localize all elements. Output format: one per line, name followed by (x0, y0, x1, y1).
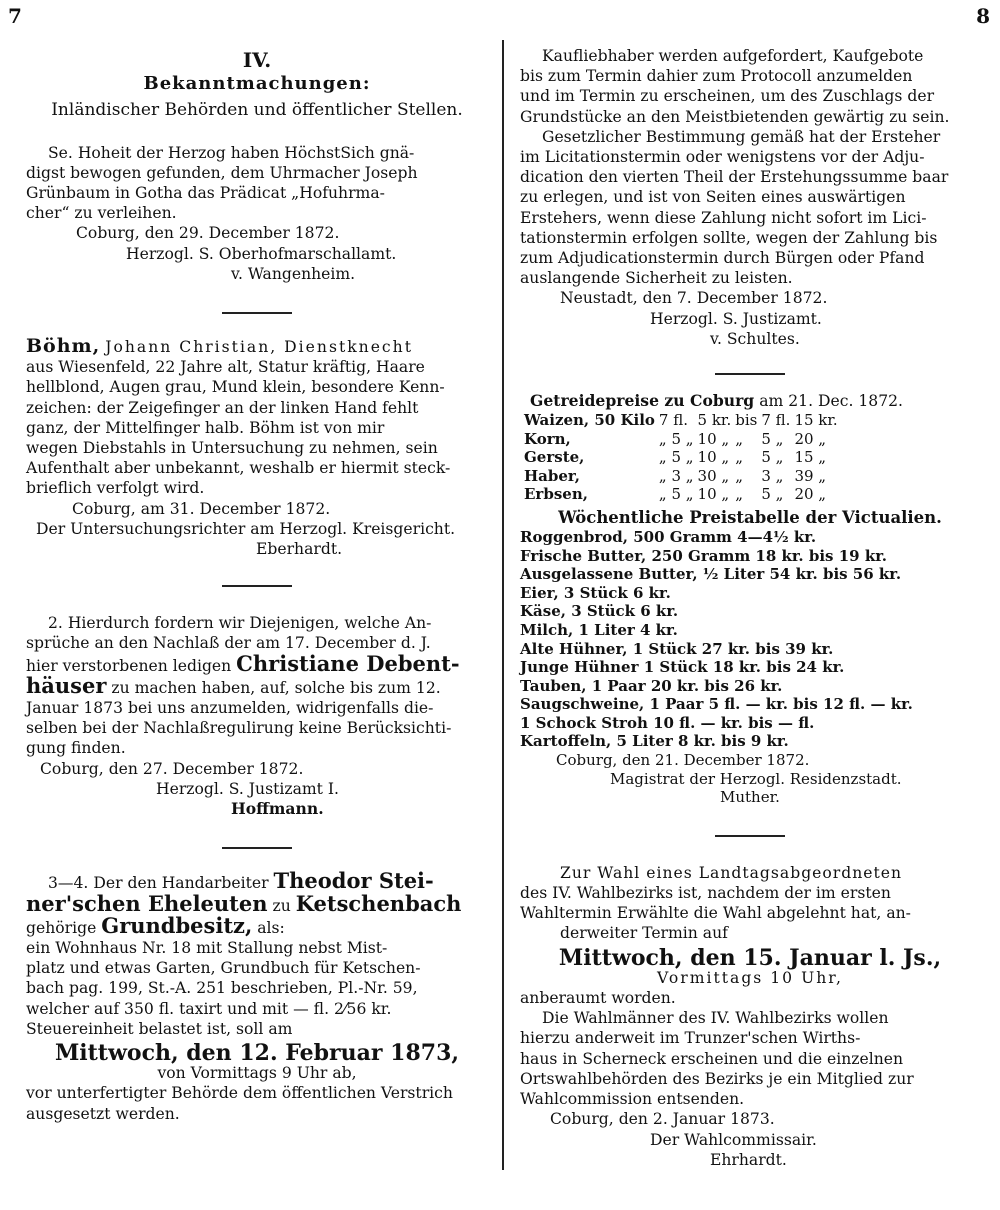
text-line: brieflich verfolgt wird. (26, 479, 205, 498)
list-item: Ausgelassene Butter, ½ Liter 54 kr. bis 56 kr. (520, 565, 902, 584)
deceased-name: Christiane Debent- (236, 650, 460, 676)
list-item: Saugschweine, 1 Paar 5 fl. — kr. bis 12 fl. — kr. (520, 695, 913, 714)
table-cell: bis (735, 411, 758, 430)
text-line: Vormittags 10 Uhr, (657, 968, 843, 987)
table-cell: 20 „ (794, 429, 827, 448)
table-cell: „ (735, 448, 744, 467)
signer: v. Wangenheim. (231, 264, 356, 283)
place-name: Ketschenbach (295, 890, 462, 916)
grain-label: Erbsen, (524, 485, 588, 504)
text-line: Johann Christian, Dienstknecht (105, 338, 413, 357)
victuals-title: Wöchentliche Preistabelle der Victualien. (558, 507, 942, 527)
text-line: zeichen: der Zeigefinger an der linken Hand fehlt (26, 398, 419, 417)
text-line: hier verstorbenen ledigen (26, 656, 232, 675)
notice-steckbrief (26, 336, 488, 559)
text-line: derweiter Termin auf (560, 924, 728, 943)
right-column (520, 0, 980, 1170)
table-row (524, 467, 842, 486)
text-line: Zur Wahl eines Landtagsabgeordneten (560, 863, 903, 882)
table-cell: 7 fl. (761, 411, 791, 430)
table-row (524, 448, 842, 467)
office-line: Herzogl. S. Oberhofmarschallamt. (126, 244, 397, 263)
place-date: Coburg, den 21. December 1872. (556, 751, 810, 770)
list-item: Milch, 1 Liter 4 kr. (520, 620, 678, 639)
office-line: Der Untersuchungsrichter am Herzogl. Kreisgericht. (36, 519, 456, 538)
wanted-name: Böhm, (26, 335, 101, 358)
text-line: ausgesetzt werden. (26, 1104, 180, 1123)
table-row (524, 411, 842, 430)
table-cell: 30 „ (697, 466, 730, 485)
separator-rule (222, 847, 292, 849)
table-cell: „ 3 „ (658, 466, 694, 485)
deceased-name-cont: häuser (26, 672, 107, 698)
signer: Ehrhardt. (710, 1150, 787, 1169)
separator-rule (222, 585, 292, 587)
grain-date: am 21. Dec. 1872. (759, 392, 904, 411)
text-line: Erstehers, wenn diese Zahlung nicht sofort im Lici- (520, 208, 927, 227)
table-row (524, 485, 842, 504)
text-line: anberaumt worden. (520, 989, 676, 1008)
text-line: Grünbaum in Gotha das Prädicat „Hofuhrma- (26, 184, 385, 203)
page-number-left: 7 (8, 4, 22, 28)
text-line: tationstermin erfolgen sollte, wegen der Zahlung bis (520, 228, 938, 247)
table-cell: 10 „ (697, 485, 730, 504)
text-line: gung finden. (26, 739, 126, 758)
text-line: Kaufliebhaber werden aufgefordert, Kaufgebote (542, 47, 924, 65)
text-line: Die Wahlmänner des IV. Wahlbezirks wollen (542, 1009, 889, 1028)
notice-versteigerung-cont (520, 46, 980, 349)
notice-nachlass (26, 613, 488, 819)
text-line: des IV. Wahlbezirks ist, nachdem der im ersten (520, 884, 891, 903)
list-item: Kartoffeln, 5 Liter 8 kr. bis 9 kr. (520, 732, 789, 751)
place-date: Coburg, am 31. December 1872. (72, 499, 331, 518)
text-line: zu (272, 896, 291, 915)
text-line: gehörige (26, 918, 97, 937)
list-item: Alte Hühner, 1 Stück 27 kr. bis 39 kr. (520, 639, 834, 658)
text-line: haus in Scherneck erscheinen und die einzelnen (520, 1049, 904, 1068)
table-cell: 39 „ (794, 466, 827, 485)
grain-label: Korn, (524, 429, 571, 448)
section-number: IV. (242, 48, 272, 72)
text-line: Wahltermin Erwählte die Wahl abgelehnt hat, an- (520, 904, 911, 923)
text-line: platz und etwas Garten, Grundbuch für Ketschen- (26, 959, 421, 978)
list-item: Junge Hühner 1 Stück 18 kr. bis 24 kr. (520, 658, 845, 677)
separator-rule (715, 373, 785, 375)
office-line: Der Wahlcommissair. (650, 1130, 817, 1149)
separator-rule (715, 835, 785, 837)
table-cell: 7 fl. (658, 411, 688, 430)
grain-prices (520, 391, 980, 504)
text-line: im Licitationstermin oder wenigstens vor der Adju- (520, 148, 925, 167)
table-cell: „ (735, 429, 744, 448)
list-item: Roggenbrod, 500 Gramm 4—4½ kr. (520, 527, 817, 546)
table-cell: „ 5 „ (658, 429, 694, 448)
text-line: ein Wohnhaus Nr. 18 mit Stallung nebst Mist- (26, 938, 388, 957)
list-item: Eier, 3 Stück 6 kr. (520, 583, 671, 602)
place-date: Coburg, den 2. Januar 1873. (550, 1110, 775, 1129)
text-line: Se. Hoheit der Herzog haben HöchstSich gnä- (48, 143, 415, 162)
table-cell: „ (735, 485, 744, 504)
text-line: Aufenthalt aber unbekannt, weshalb er hiermit steck- (26, 459, 451, 478)
list-item: Frische Butter, 250 Gramm 18 kr. bis 19 kr. (520, 546, 887, 565)
list-item: 1 Schock Stroh 10 fl. — kr. bis — fl. (520, 713, 815, 732)
table-cell: 3 „ (761, 466, 784, 485)
text-line: ganz, der Mittelfinger halb. Böhm ist von mir (26, 418, 385, 437)
text-line: Ortswahlbehörden des Bezirks je ein Mitglied zur (520, 1069, 914, 1088)
text-line: Steuereinheit belastet ist, soll am (26, 1019, 293, 1038)
table-cell: „ (735, 466, 744, 485)
text-line: bis zum Termin dahier zum Protocoll anzumelden (520, 67, 913, 86)
victuals-prices (520, 508, 980, 807)
text-line: zum Adjudicationstermin durch Bürgen oder Pfand (520, 249, 925, 268)
text-line: 2. Hierdurch fordern wir Diejenigen, welche An- (48, 614, 432, 633)
signer: v. Schultes. (710, 329, 800, 348)
text-line: bach pag. 199, St.-A. 251 beschrieben, Pl.-Nr. 59, (26, 979, 418, 998)
table-cell: 10 „ (697, 448, 730, 467)
page-number-right: 8 (976, 4, 990, 28)
table-row (524, 430, 842, 449)
grain-table (524, 411, 842, 504)
table-cell: 10 „ (697, 429, 730, 448)
text-line: zu erlegen, und ist von Seiten eines auswärtigen (520, 188, 906, 207)
grain-label: Haber, (524, 466, 580, 485)
text-line: zu machen haben, auf, solche bis zum 12. (111, 678, 441, 697)
text-line: und im Termin zu erscheinen, um des Zuschlags der (520, 87, 935, 106)
office-line: Magistrat der Herzogl. Residenzstadt. (610, 769, 902, 788)
list-item: Tauben, 1 Paar 20 kr. bis 26 kr. (520, 676, 783, 695)
notice-hofuhrmacher (26, 143, 488, 284)
text-line: Grundstücke an den Meistbietenden gewärtig zu sein. (520, 107, 950, 126)
signer: Hoffmann. (231, 799, 324, 819)
grain-title: Getreidepreise zu Coburg (530, 391, 755, 411)
table-cell: „ 5 „ (658, 448, 694, 467)
section-title: Bekanntmachungen: (143, 73, 371, 95)
left-column (26, 0, 488, 1124)
grain-label: Waizen, 50 Kilo (524, 411, 655, 430)
text-line: digst bewogen gefunden, dem Uhrmacher Joseph (26, 163, 418, 182)
text-line: als: (257, 918, 285, 937)
text-line: sprüche an den Nachlaß der am 17. December d. J. (26, 634, 431, 653)
text-line: Januar 1873 bei uns anzumelden, widrigenfalls die- (26, 699, 434, 718)
section-subtitle: Inländischer Behörden und öffentlicher Stellen. (51, 100, 463, 121)
text-line: welcher auf 350 fl. taxirt und mit — fl. 2⁄56 kr. (26, 999, 392, 1018)
signer: Muther. (720, 788, 780, 807)
place-date: Coburg, den 27. December 1872. (40, 759, 304, 778)
text-line: selben bei der Nachlaßregulirung keine Berücksichti- (26, 719, 452, 738)
notice-landtagswahl (520, 863, 980, 1170)
text-line: aus Wiesenfeld, 22 Jahre alt, Statur kräftig, Haare (26, 358, 425, 377)
text-line: vor unterfertigter Behörde dem öffentlichen Verstrich (26, 1084, 453, 1103)
text-line: Wahlcommission entsenden. (520, 1090, 745, 1109)
election-date: Mittwoch, den 15. Januar l. Js., (558, 944, 942, 971)
separator-rule (222, 312, 292, 314)
table-cell: 15 kr. (794, 411, 838, 430)
text-line: wegen Diebstahls in Untersuchung zu nehmen, sein (26, 439, 438, 458)
owner-name-cont: ner'schen Eheleuten (26, 890, 268, 916)
property-word: Grundbesitz, (101, 912, 253, 938)
office-line: Herzogl. S. Justizamt. (650, 309, 822, 328)
text-line: Gesetzlicher Bestimmung gemäß hat der Ersteher (542, 127, 941, 146)
place-date: Neustadt, den 7. December 1872. (560, 289, 828, 308)
place-date: Coburg, den 29. December 1872. (76, 224, 340, 243)
text-line: dication den vierten Theil der Erstehungssumme baar (520, 168, 949, 187)
table-cell: 5 „ (761, 448, 784, 467)
list-item: Käse, 3 Stück 6 kr. (520, 602, 679, 621)
notice-versteigerung (26, 868, 488, 1123)
text-line: auslangende Sicherheit zu leisten. (520, 269, 793, 288)
text-line: cher“ zu verleihen. (26, 204, 177, 223)
signer: Eberhardt. (256, 540, 343, 559)
text-line: hellblond, Augen grau, Mund klein, besondere Kenn- (26, 378, 445, 397)
column-divider (502, 40, 504, 1170)
table-cell: 5 kr. (697, 411, 732, 430)
table-cell: 5 „ (761, 485, 784, 504)
office-line: Herzogl. S. Justizamt I. (156, 779, 339, 798)
owner-name: Theodor Stei- (273, 868, 434, 894)
text-line: hierzu anderweit im Trunzer'schen Wirths- (520, 1029, 861, 1048)
grain-label: Gerste, (524, 448, 585, 467)
table-cell: 15 „ (794, 448, 827, 467)
table-cell: 20 „ (794, 485, 827, 504)
table-cell: „ 5 „ (658, 485, 694, 504)
text-line: 3—4. Der den Handarbeiter (48, 874, 269, 893)
text-line: von Vormittags 9 Uhr ab, (157, 1064, 357, 1083)
table-cell: 5 „ (761, 429, 784, 448)
auction-date: Mittwoch, den 12. Februar 1873, (54, 1039, 460, 1066)
